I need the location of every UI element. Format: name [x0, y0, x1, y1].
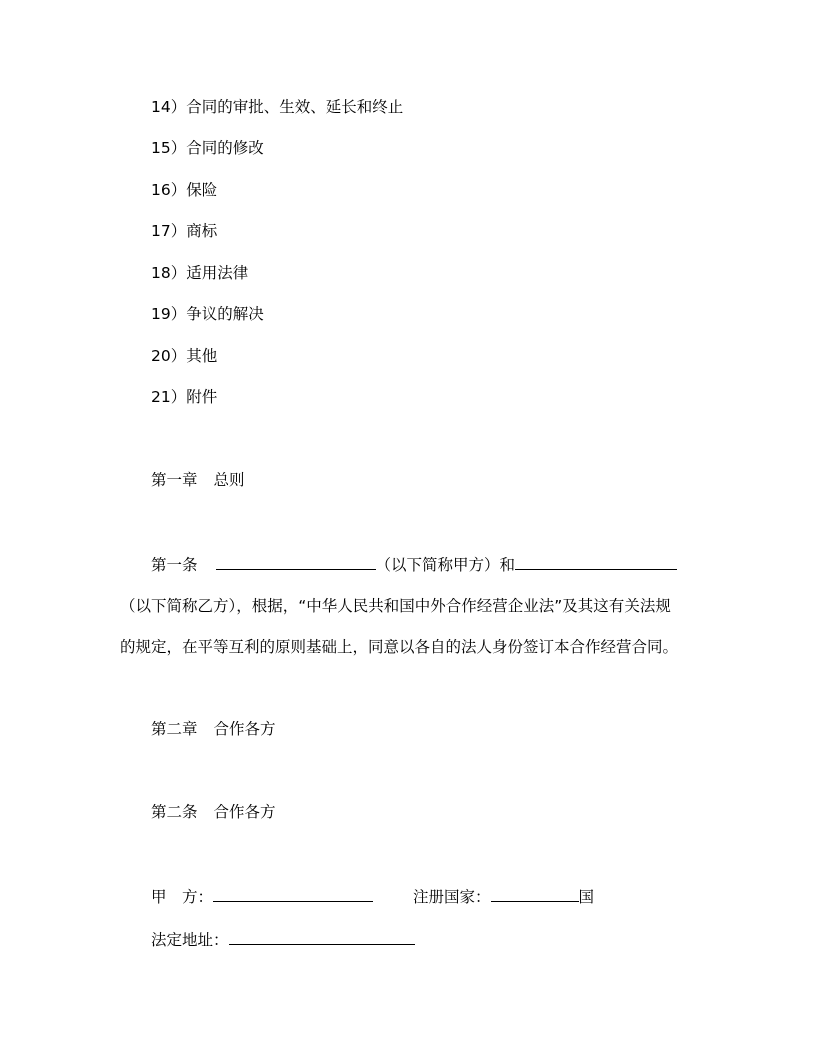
article-paragraph-line: 的规定，在平等互利的原则基础上，同意以各自的法人身份签订本合作经营合同。 — [120, 638, 679, 656]
party-a-note: （以下简称甲方）和 — [375, 556, 516, 574]
address-blank — [229, 928, 415, 945]
party-a-row — [151, 885, 594, 907]
article-first-line — [151, 553, 677, 575]
country-suffix: 国 — [578, 888, 595, 906]
chapter-title: 总则 — [213, 471, 245, 489]
toc-item: 15）合同的修改 — [151, 139, 264, 157]
toc-item: 14）合同的审批、生效、延长和终止 — [151, 98, 404, 116]
article-title: 合作各方 — [213, 803, 276, 821]
chapter-heading — [151, 719, 276, 739]
address-row — [151, 928, 415, 950]
chapter-number: 第二章 — [151, 720, 198, 738]
toc-item: 18）适用法律 — [151, 264, 249, 282]
article-number: 第一条 — [151, 556, 198, 574]
party-b-name-blank — [515, 553, 677, 570]
toc-item: 16）保险 — [151, 181, 218, 199]
article-heading — [151, 802, 276, 822]
toc-item: 19）争议的解决 — [151, 305, 264, 323]
address-label: 法定地址： — [151, 931, 229, 949]
chapter-heading — [151, 470, 245, 490]
article-paragraph-line: （以下简称乙方），根据，“中华人民共和国中外合作经营企业法”及其这有关法规 — [120, 597, 671, 615]
toc-item: 17）商标 — [151, 222, 218, 240]
country-label: 注册国家： — [413, 888, 491, 906]
country-blank — [491, 885, 579, 902]
party-a-name-blank — [216, 553, 376, 570]
party-a-label: 甲 方： — [151, 888, 214, 906]
chapter-number: 第一章 — [151, 471, 198, 489]
article-number: 第二条 — [151, 803, 198, 821]
party-a-blank — [213, 885, 373, 902]
toc-item: 20）其他 — [151, 347, 218, 365]
toc-item: 21）附件 — [151, 388, 218, 406]
chapter-title: 合作各方 — [213, 720, 276, 738]
